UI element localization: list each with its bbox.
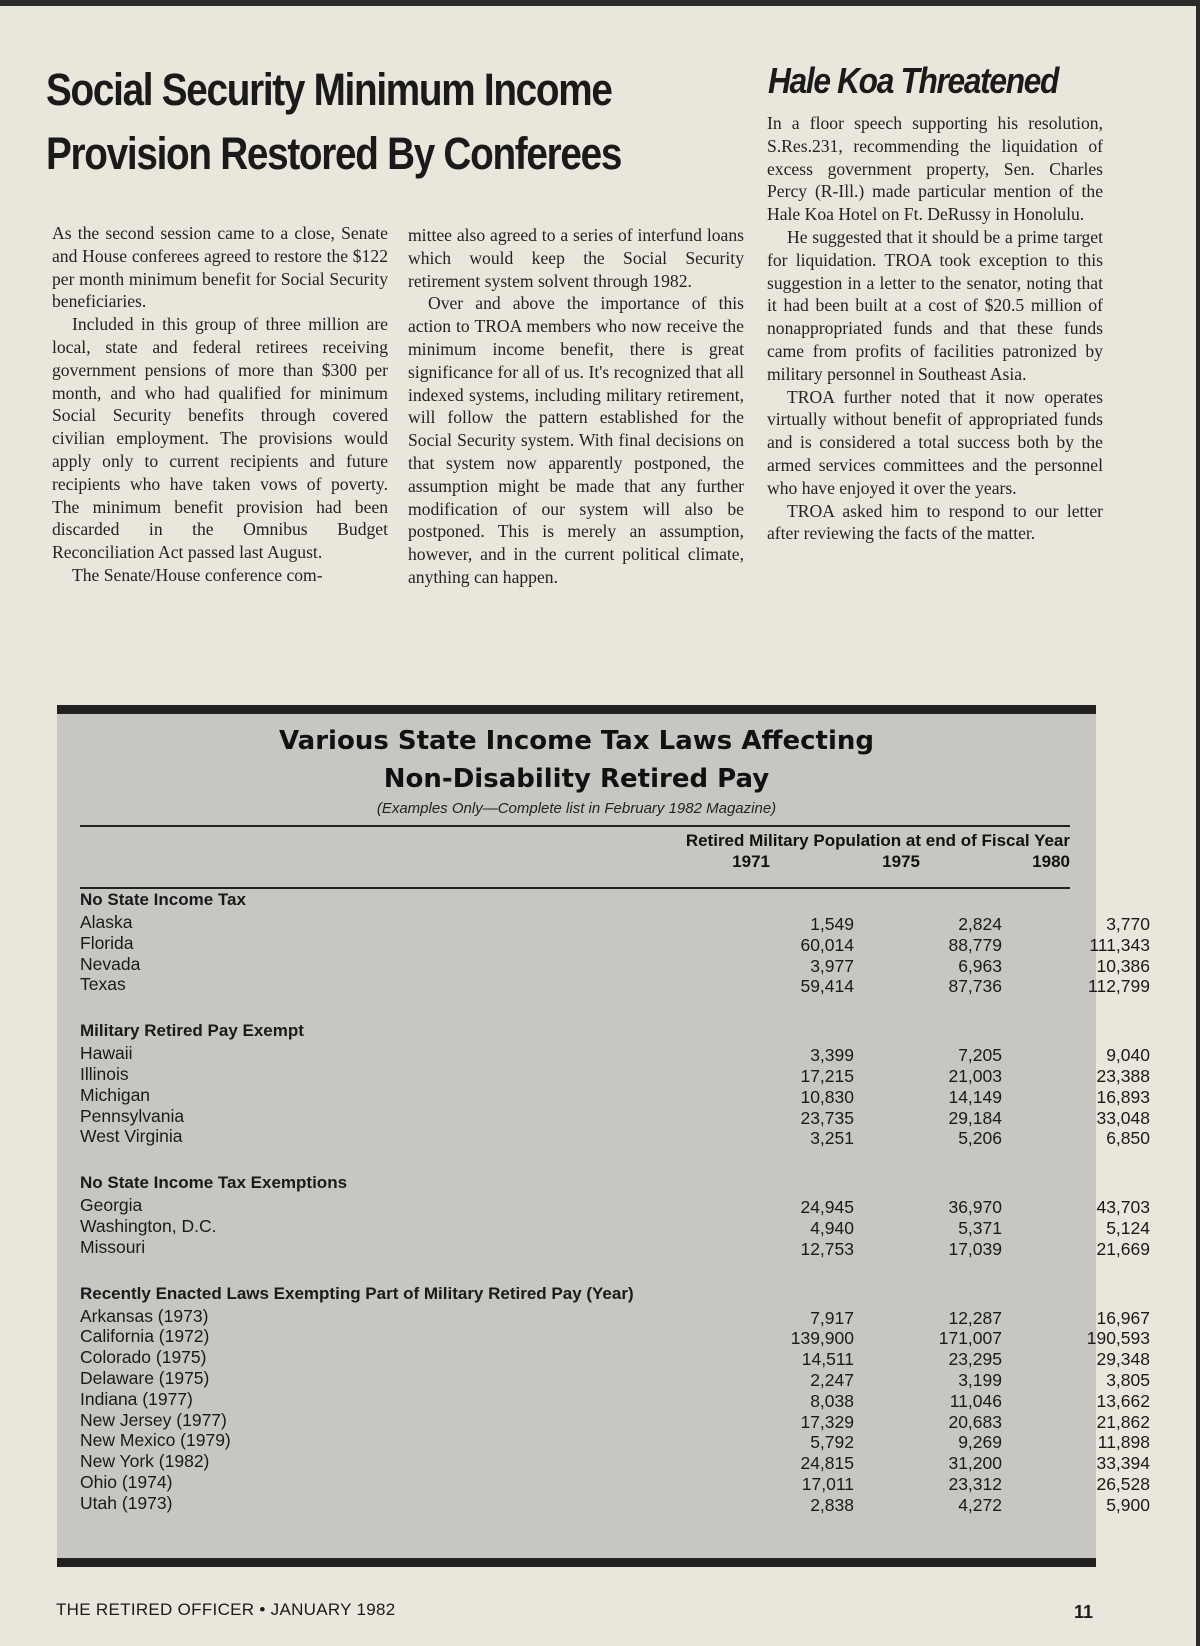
population-value-1971: 59,414 [800, 976, 854, 997]
right-border-rule [1196, 0, 1200, 1646]
year-header-1975: 1975 [882, 852, 920, 871]
state-name: West Virginia [80, 1126, 183, 1147]
state-name: Illinois [80, 1063, 129, 1084]
population-value-1975: 12,287 [948, 1307, 1002, 1328]
population-value-1971: 24,945 [800, 1197, 854, 1218]
table-title-line-2: Non-Disability Retired Pay [383, 764, 770, 794]
population-value-1971: 3,977 [810, 955, 854, 976]
population-value-1980: 3,770 [1106, 914, 1150, 934]
population-value-1980: 11,898 [1097, 1432, 1150, 1453]
population-value-1980: 13,662 [1096, 1390, 1150, 1411]
population-value-1980: 190,593 [1086, 1328, 1150, 1349]
population-value-1975: 36,970 [948, 1197, 1002, 1218]
state-name: New Jersey (1977) [80, 1409, 227, 1430]
population-value-1975: 29,184 [948, 1107, 1002, 1128]
population-value-1975: 23,312 [948, 1473, 1002, 1494]
population-value-1975: 4,272 [958, 1494, 1002, 1515]
population-value-1980: 3,805 [1106, 1369, 1150, 1390]
table-row [80, 1492, 1150, 1516]
population-value-1975: 31,200 [948, 1453, 1002, 1474]
table-row [80, 974, 1150, 997]
population-value-1971: 17,011 [801, 1473, 854, 1494]
state-name: Michigan [80, 1084, 151, 1105]
table-body [80, 888, 1150, 1538]
paragraph: mittee also agreed to a series of interfund loans which would keep the Social Security retirement system solvent through 1982. [408, 225, 744, 291]
state-name: New York (1982) [80, 1451, 210, 1472]
paragraph: TROA further noted that it now operates virtually without benefit of appropriated funds and is considered a total success both by the armed services committees and the personnel who have enjoyed it over the years. [767, 386, 1103, 498]
population-value-1975: 2,824 [958, 914, 1002, 934]
main-article-column-1 [52, 222, 388, 587]
population-value-1975: 14,149 [948, 1086, 1002, 1107]
population-value-1971: 10,830 [800, 1086, 854, 1107]
population-value-1971: 8,038 [810, 1390, 854, 1411]
population-value-1975: 87,736 [948, 976, 1002, 997]
side-article-column [767, 112, 1103, 545]
state-name: Hawaii [80, 1043, 133, 1064]
population-value-1980: 21,669 [1096, 1238, 1150, 1259]
paragraph: He suggested that it should be a prime target for liquidation. TROA took exception to this suggestion in a letter to the senator, noting that it had been built at a cost of $20.5 million of nonappropriated funds and that these funds came from profits of facilities patronized by military personnel in Southeast Asia. [767, 226, 1103, 384]
state-name: Nevada [80, 953, 141, 974]
state-name: Indiana (1977) [80, 1388, 193, 1409]
section-heading: Military Retired Pay Exempt [80, 1021, 304, 1041]
population-value-1971: 14,511 [801, 1349, 854, 1370]
population-value-1980: 16,893 [1096, 1086, 1150, 1107]
page-number: 11 [1074, 1602, 1094, 1622]
table-row [80, 1326, 1150, 1349]
population-value-1980: 10,386 [1096, 955, 1150, 976]
paragraph: Over and above the importance of this action to TROA members who now receive the minimum income benefit, there is great significance for all of us. It's recognized that all indexed systems, including military retirement, will follow the pattern established for the Social Security system. With final decisions on that system now apparently postponed, the assumption might be made that any further modification of our system will also be postponed. This is merely an assumption, however, and in the current political climate, anything can happen. [408, 293, 744, 587]
state-name: Ohio (1974) [80, 1471, 173, 1492]
population-value-1980: 112,799 [1088, 976, 1150, 997]
population-value-1971: 17,329 [800, 1411, 854, 1432]
state-name: Missouri [80, 1236, 146, 1257]
table-subtitle: (Examples Only—Complete list in February 1982 Magazine) [376, 800, 777, 817]
population-value-1975: 3,199 [958, 1369, 1002, 1390]
state-name: New Mexico (1979) [80, 1430, 231, 1451]
population-value-1975: 21,003 [948, 1065, 1002, 1086]
population-value-1980: 5,900 [1106, 1494, 1150, 1515]
column-group-header: Retired Military Population at end of Fiscal Year [685, 831, 1070, 850]
population-value-1975: 20,683 [948, 1411, 1002, 1432]
population-value-1975: 9,269 [958, 1432, 1002, 1453]
year-header-1971: 1971 [732, 852, 770, 871]
table-row [80, 1084, 1150, 1108]
population-value-1975: 171,007 [938, 1328, 1002, 1349]
population-value-1971: 2,247 [810, 1369, 854, 1390]
headline-line-2: Provision Restored By Conferees [46, 128, 622, 179]
population-value-1980: 5,124 [1106, 1217, 1150, 1238]
table-row [80, 1105, 1150, 1129]
table-row [80, 1430, 1150, 1453]
section-heading: Recently Enacted Laws Exempting Part of Military Retired Pay (Year) [80, 1283, 634, 1303]
table-row [80, 1215, 1150, 1239]
state-name: Florida [80, 932, 134, 953]
paragraph: Included in this group of three million are local, state and federal retirees receiving government pensions of more than $300 per month, and who had qualified for minimum Social Security benefits through covered civilian employment. The provisions would apply only to current recipients and future recipients who have taken vows of poverty. The minimum benefit provision had been discarded in the Omnibus Budget Reconciliation Act passed last August. [52, 314, 388, 563]
table-row [80, 1236, 1150, 1260]
table-row [80, 1409, 1150, 1433]
population-value-1971: 4,940 [810, 1217, 854, 1238]
population-value-1971: 24,815 [800, 1453, 854, 1474]
state-name: Colorado (1975) [80, 1347, 207, 1368]
population-value-1980: 9,040 [1106, 1045, 1150, 1066]
population-value-1975: 23,295 [948, 1349, 1002, 1370]
table-row [80, 1367, 1150, 1391]
side-article-headline: Hale Koa Threatened [768, 60, 1059, 101]
table-row [80, 1471, 1150, 1495]
headline-line-1: Social Security Minimum Income [46, 64, 612, 115]
population-value-1980: 29,348 [1096, 1349, 1150, 1370]
paragraph: In a floor speech supporting his resolution, S.Res.231, recommending the liquidation of excess government property, Sen. Charles Percy (R-Ill.) made particular mention of the Hale Koa Hotel on Ft. DeRussy in Honolulu. [767, 113, 1103, 225]
table-row [80, 1043, 1150, 1066]
table-row [80, 1305, 1150, 1329]
population-value-1971: 12,753 [800, 1238, 854, 1259]
table-section [80, 1171, 1150, 1259]
main-article-headline [46, 58, 648, 186]
table-row [80, 1451, 1150, 1474]
top-border-rule [0, 0, 1200, 6]
table-row [80, 932, 1150, 956]
population-value-1975: 5,371 [958, 1217, 1002, 1238]
table-top-bar [57, 705, 1096, 714]
table-header-rule-top [80, 825, 1070, 827]
table-bottom-bar [57, 1558, 1096, 1567]
population-value-1980: 23,388 [1096, 1065, 1150, 1086]
population-value-1975: 11,046 [949, 1390, 1002, 1411]
section-heading: No State Income Tax [80, 890, 246, 909]
footer-publication: THE RETIRED OFFICER • JANUARY 1982 [56, 1600, 396, 1619]
paragraph: The Senate/House conference com- [72, 564, 323, 585]
population-value-1971: 23,735 [800, 1107, 854, 1128]
state-name: California (1972) [80, 1326, 210, 1347]
table-section [80, 888, 1150, 997]
table-row [80, 1126, 1150, 1149]
paragraph: TROA asked him to respond to our letter after reviewing the facts of the matter. [767, 500, 1103, 544]
state-name: Delaware (1975) [80, 1367, 210, 1388]
population-value-1980: 43,703 [1096, 1197, 1150, 1218]
table-row [80, 1388, 1150, 1412]
table-row [80, 953, 1150, 977]
population-value-1980: 111,343 [1089, 934, 1150, 955]
table-title [57, 722, 1096, 798]
table-section [80, 1019, 1150, 1149]
population-value-1971: 17,215 [800, 1065, 854, 1086]
population-value-1971: 1,549 [810, 914, 854, 934]
population-value-1971: 139,900 [790, 1328, 854, 1349]
population-value-1975: 17,039 [948, 1238, 1002, 1259]
population-value-1971: 3,251 [810, 1128, 854, 1149]
state-name: Utah (1973) [80, 1492, 173, 1513]
state-name: Arkansas (1973) [80, 1305, 209, 1326]
state-name: Texas [80, 974, 126, 995]
state-name: Georgia [80, 1195, 143, 1216]
table-row [80, 1347, 1150, 1370]
population-value-1980: 33,048 [1096, 1107, 1150, 1128]
population-value-1975: 7,205 [958, 1045, 1002, 1066]
main-article-column-2 [408, 224, 744, 589]
population-value-1971: 60,014 [800, 934, 854, 955]
table-row [80, 1195, 1150, 1218]
section-heading: No State Income Tax Exemptions [80, 1173, 348, 1193]
population-value-1975: 88,779 [948, 934, 1002, 955]
state-name: Washington, D.C. [80, 1215, 217, 1236]
paragraph: As the second session came to a close, Senate and House conferees agreed to restore the $122 per month minimum benefit for Social Security beneficiaries. [52, 223, 388, 312]
state-name: Alaska [80, 912, 133, 932]
population-value-1971: 7,917 [810, 1307, 854, 1328]
population-value-1980: 16,967 [1096, 1307, 1150, 1328]
population-value-1975: 5,206 [958, 1128, 1002, 1149]
population-value-1971: 2,838 [810, 1494, 854, 1515]
population-value-1980: 26,528 [1096, 1473, 1150, 1494]
population-value-1971: 3,399 [810, 1045, 854, 1066]
year-header-1980: 1980 [1032, 852, 1070, 871]
population-value-1975: 6,963 [958, 955, 1002, 976]
population-value-1980: 33,394 [1096, 1453, 1150, 1474]
population-value-1980: 6,850 [1106, 1128, 1150, 1149]
table-section [80, 1282, 1150, 1516]
population-value-1971: 5,792 [810, 1432, 854, 1453]
population-value-1980: 21,862 [1096, 1411, 1150, 1432]
state-name: Pennsylvania [80, 1105, 185, 1126]
table-title-line-1: Various State Income Tax Laws Affecting [278, 726, 875, 756]
table-row [80, 1063, 1150, 1087]
table-row [80, 912, 1150, 935]
